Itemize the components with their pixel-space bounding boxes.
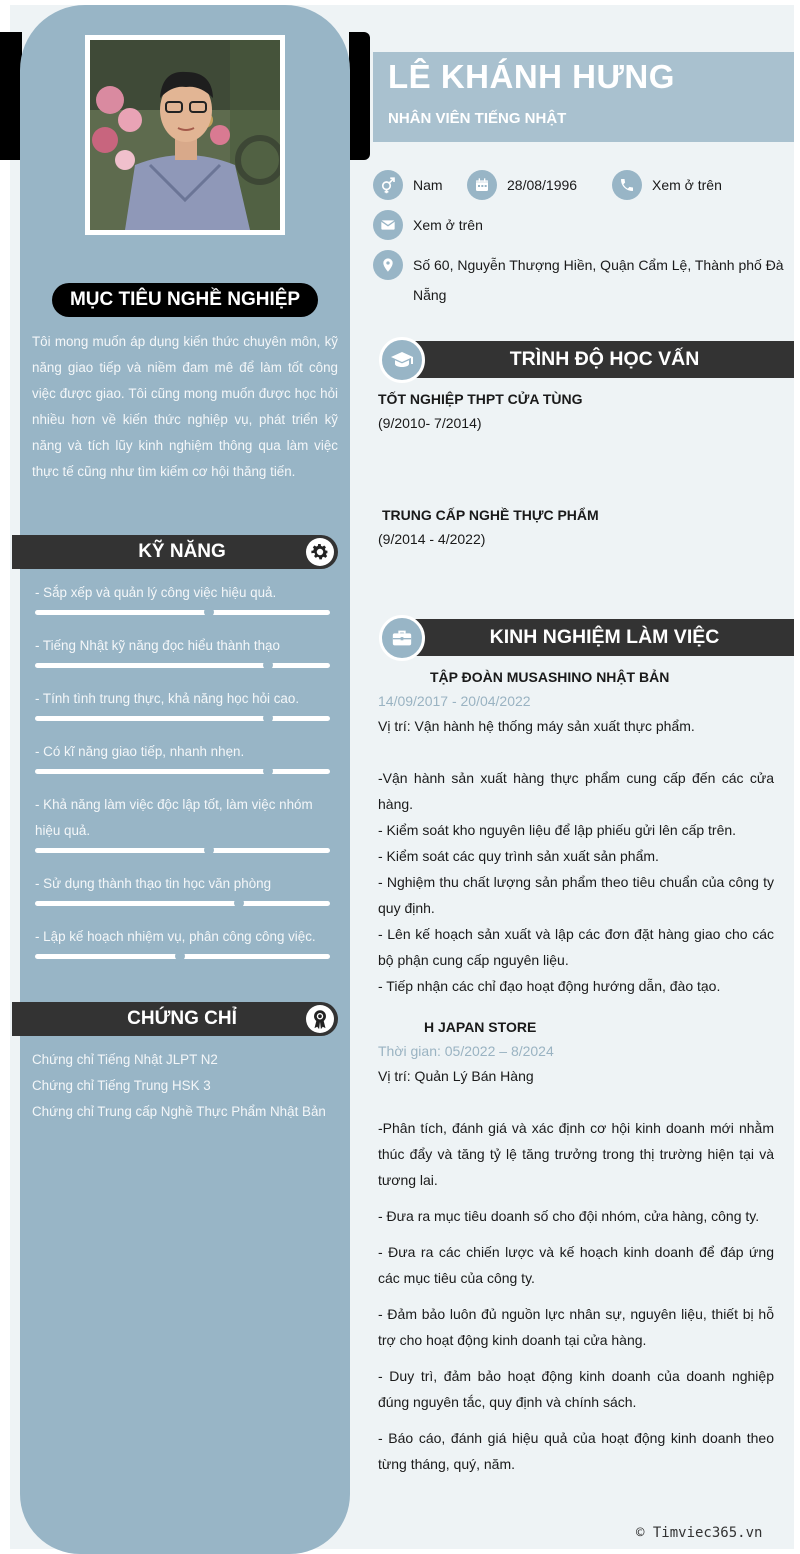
job-duties <box>378 1115 774 1487</box>
phone-icon <box>612 170 642 200</box>
education-school: TRUNG CẤP NGHỀ THỰC PHẨM <box>382 507 599 523</box>
right-black-band <box>349 32 370 160</box>
job-company: TẬP ĐOÀN MUSASHINO NHẬT BẢN <box>430 669 670 685</box>
objective-text: Tôi mong muốn áp dụng kiến thức chuyên môn, kỹ năng giao tiếp và niềm đam mê để làm tốt công việc được giao. Tôi cũng mong muốn được học hỏi nhiều hơn về kiến thức nghiệp vụ, phát triển kỹ năng và tích lũy kinh nghiệm thông qua làm việc thực tế cũng như tìm kiếm cơ hội thăng tiến. <box>32 334 338 479</box>
skill-label: - Có kĩ năng giao tiếp, nhanh nhẹn. <box>35 744 245 759</box>
skill-item <box>35 739 330 765</box>
education-period: (9/2010- 7/2014) <box>378 415 482 431</box>
skill-level-marker <box>204 845 214 855</box>
objective-title: MỤC TIÊU NGHỀ NGHIỆP <box>52 283 318 317</box>
job-period: 14/09/2017 - 20/04/2022 <box>378 693 531 709</box>
duty-item: - Báo cáo, đánh giá hiệu quả của hoạt động kinh doanh theo từng tháng, quý, năm. <box>378 1430 774 1472</box>
skill-label: - Sử dụng thành thạo tin học văn phòng <box>35 876 272 891</box>
sidebar <box>20 5 350 1554</box>
gear-icon <box>306 538 334 566</box>
profile-photo-image <box>90 40 280 230</box>
skill-level-marker <box>263 766 273 776</box>
skill-level-bar <box>35 901 330 906</box>
graduation-cap-icon <box>379 337 425 383</box>
certificates-header <box>12 1002 338 1036</box>
education-school: TỐT NGHIỆP THPT CỬA TÙNG <box>378 391 583 407</box>
skill-level-bar <box>35 954 330 959</box>
skill-level-bar <box>35 769 330 774</box>
skills-header <box>12 535 338 569</box>
skill-level-marker <box>175 951 185 961</box>
duty-item: - Đưa ra các chiến lược và kế hoạch kinh doanh để đáp ứng các mục tiêu của công ty. <box>378 1244 774 1286</box>
job-role: NHÂN VIÊN TIẾNG NHẬT <box>388 110 567 127</box>
skill-item <box>35 686 330 712</box>
education-period: (9/2014 - 4/2022) <box>378 531 486 547</box>
duty-item: - Nghiệm thu chất lượng sản phẩm theo tiêu chuẩn của công ty quy định. <box>378 874 774 916</box>
duty-item: - Kiểm soát kho nguyên liệu để lập phiếu gửi lên cấp trên. <box>378 822 737 838</box>
duty-item: -Vận hành sản xuất hàng thực phẩm cung cấp đến các cửa hàng. <box>378 770 774 812</box>
skill-level-bar <box>35 848 330 853</box>
skill-level-marker <box>204 607 214 617</box>
award-icon <box>306 1005 334 1033</box>
gender-value: Nam <box>413 177 443 193</box>
skills-title: KỸ NĂNG <box>138 541 226 562</box>
location-icon <box>373 250 403 280</box>
duty-item: -Phân tích, đánh giá và xác định cơ hội kinh doanh mới nhằm thúc đẩy và tăng tỷ lệ tăng trưởng trong thị trường hiện tại và tương lai. <box>378 1120 774 1188</box>
full-name: LÊ KHÁNH HƯNG <box>388 58 675 95</box>
skill-level-bar <box>35 663 330 668</box>
duty-item: - Duy trì, đảm bảo hoạt động kinh doanh của doanh nghiệp đúng nguyên tắc, quy định và chính sách. <box>378 1368 774 1410</box>
skill-label: - Khả năng làm việc độc lập tốt, làm việc nhóm hiệu quả. <box>35 797 313 838</box>
address-line-1: Số 60, Nguyễn Thượng Hiền, Quận Cẩm Lệ, Thành phố Đà <box>413 257 784 273</box>
job-position: Vị trí: Quản Lý Bán Hàng <box>378 1068 534 1084</box>
birthday-value: 28/08/1996 <box>507 177 578 193</box>
duty-item: - Kiểm soát các quy trình sản xuất sản phẩm. <box>378 848 659 864</box>
skill-label: - Tính tình trung thực, khả năng học hỏi cao. <box>35 691 300 706</box>
job-duties <box>378 765 774 999</box>
certificates-title: CHỨNG CHỈ <box>127 1008 237 1029</box>
email-icon <box>373 210 403 240</box>
skill-level-bar <box>35 610 330 615</box>
footer-watermark: © Timviec365.vn <box>636 1525 763 1541</box>
skill-item <box>35 633 330 659</box>
skill-item <box>35 792 330 844</box>
calendar-icon <box>467 170 497 200</box>
certificate-item: Chứng chỉ Trung cấp Nghề Thực Phẩm Nhật Bản <box>32 1104 326 1119</box>
certificate-item: Chứng chỉ Tiếng Nhật JLPT N2 <box>32 1052 218 1067</box>
email-value: Xem ở trên <box>413 217 483 233</box>
education-title: TRÌNH ĐỘ HỌC VẤN <box>509 348 700 370</box>
job-position: Vị trí: Vận hành hệ thống máy sản xuất thực phẩm. <box>378 718 695 734</box>
job-period: Thời gian: 05/2022 – 8/2024 <box>378 1043 554 1059</box>
address-line-2: Nẵng <box>413 287 447 303</box>
skill-level-bar <box>35 716 330 721</box>
left-black-band <box>0 32 22 160</box>
job-company: H JAPAN STORE <box>424 1019 537 1035</box>
skill-level-marker <box>263 660 273 670</box>
education-header <box>395 341 794 378</box>
certificate-item: Chứng chỉ Tiếng Trung HSK 3 <box>32 1078 211 1093</box>
phone-value: Xem ở trên <box>652 177 722 193</box>
duty-item: - Tiếp nhận các chỉ đạo hoạt động hướng dẫn, đào tạo. <box>378 978 721 994</box>
gender-icon <box>373 170 403 200</box>
skill-item <box>35 924 330 950</box>
experience-header <box>395 619 794 656</box>
duty-item: - Đưa ra mục tiêu doanh số cho đội nhóm, cửa hàng, công ty. <box>378 1208 760 1224</box>
duty-item: - Lên kế hoạch sản xuất và lập các đơn đặt hàng giao cho các bộ phận cung cấp nguyên liệu. <box>378 926 774 968</box>
skill-level-marker <box>263 713 273 723</box>
skill-label: - Lập kế hoạch nhiệm vụ, phân công công việc. <box>35 929 316 944</box>
briefcase-icon <box>379 615 425 661</box>
skill-label: - Sắp xếp và quản lý công việc hiệu quả. <box>35 585 277 600</box>
skill-item <box>35 871 330 897</box>
skill-level-marker <box>234 898 244 908</box>
skill-label: - Tiếng Nhật kỹ năng đọc hiểu thành thạo <box>35 638 280 653</box>
duty-item: - Đảm bảo luôn đủ nguồn lực nhân sự, nguyên liệu, thiết bị hỗ trợ cho hoạt động kinh doanh tại cửa hàng. <box>378 1306 774 1348</box>
experience-title: KINH NGHIỆM LÀM VIỆC <box>489 626 720 648</box>
skill-item <box>35 580 330 606</box>
profile-photo <box>85 35 285 235</box>
